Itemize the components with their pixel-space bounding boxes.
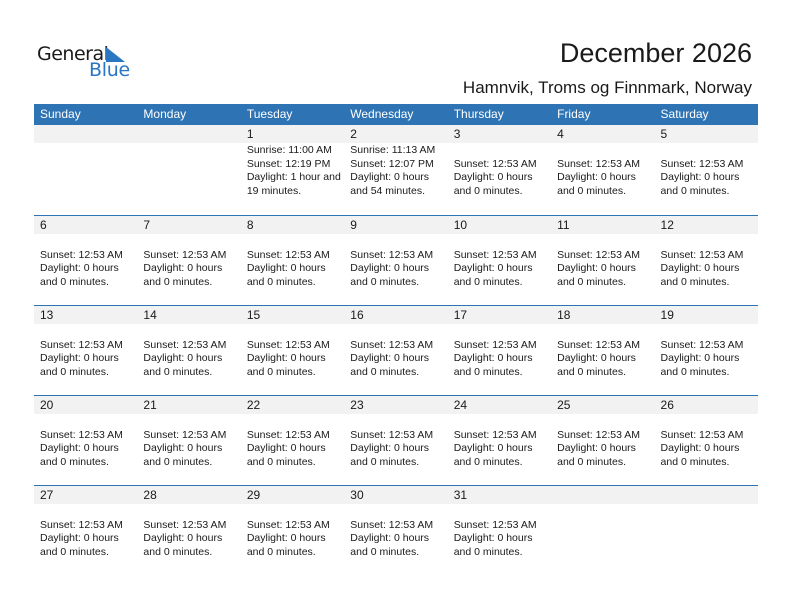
day-number: 14 [143,308,157,322]
day-cell [551,486,654,575]
sun-info-line [454,235,551,249]
day-number: 23 [350,398,364,412]
sun-info [350,505,447,559]
day-number: 2 [350,127,357,141]
day-cell [137,306,240,395]
day-number [557,486,654,504]
sun-info [350,235,447,289]
sun-info [247,415,344,469]
day-number: 4 [557,127,564,141]
calendar-grid [34,104,758,575]
sun-info-line: Sunset: 12:53 AM [350,338,434,351]
sun-info [661,144,758,198]
sun-info [247,505,344,559]
day-number: 12 [660,218,674,232]
day-cell [551,216,654,305]
sun-info-line: Sunset: 12:53 AM [453,338,537,351]
sun-info-line: Daylight: 0 hours [143,352,223,364]
sun-info-line: and 0 minutes. [246,545,316,558]
day-cell [241,396,344,485]
sun-info-line: Daylight: 0 hours [143,442,223,454]
day-number: 31 [453,488,468,502]
sun-info [661,415,758,469]
sun-info-line: Daylight: 0 hours [350,352,430,364]
sun-info-line [247,415,344,429]
sun-info-line: Sunset: 12:53 AM [143,518,227,531]
sun-info-line [557,235,654,249]
sun-info [247,144,344,198]
sun-info-line: Sunset: 12:53 AM [660,338,744,351]
week-row [34,125,758,215]
sun-info-line [247,505,344,519]
sun-info-line: Daylight: 0 hours [453,171,533,183]
day-cell [344,396,447,485]
day-cell [34,216,137,305]
sun-info-line: and 0 minutes. [350,275,420,288]
sun-info-line: and 0 minutes. [557,455,626,468]
sun-info-line [557,325,654,339]
logo-general-text: General [37,43,109,65]
sun-info-line: Daylight: 0 hours [557,442,636,454]
sun-info [350,325,447,379]
sun-info-line [454,415,551,429]
sun-info-line [143,325,240,339]
sun-info-line: Daylight: 0 hours [143,262,223,274]
sun-info [143,415,240,469]
day-cell [137,125,240,215]
day-cell [344,216,447,305]
sun-info-line [350,235,447,249]
weekday-saturday: Saturday [660,107,709,121]
sun-info-line: Daylight: 1 hour and [246,171,341,183]
sun-info-line: Sunset: 12:53 AM [246,428,330,441]
sun-info-line [661,415,758,429]
sun-info-line [661,144,758,158]
sun-info-line: Sunset: 12:53 AM [453,428,537,441]
sun-info-line: and 0 minutes. [350,455,420,468]
logo-blue-text: Blue [89,59,130,81]
weekday-tuesday: Tuesday [246,107,293,121]
sun-info-line: and 0 minutes. [246,275,316,288]
sun-info-line: Daylight: 0 hours [143,532,223,544]
day-number: 26 [660,398,674,412]
sun-info-line: Sunset: 12:53 AM [660,157,744,170]
sun-info-line: Sunset: 12:53 AM [40,518,123,531]
sun-info [557,415,654,469]
sun-info-line: Daylight: 0 hours [660,171,740,183]
sun-info-line: and 0 minutes. [557,275,626,288]
day-number: 30 [350,488,364,502]
sun-info-line: and 0 minutes. [557,184,626,197]
day-number: 29 [246,488,261,502]
sun-info [557,325,654,379]
day-number: 6 [40,218,47,232]
weekday-header [34,104,758,125]
sun-info-line: and 0 minutes. [40,275,109,288]
sun-info-line: Daylight: 0 hours [557,262,636,274]
sun-info-line [350,505,447,519]
sun-info-line [350,415,447,429]
sun-info-line [40,505,137,519]
day-number [40,125,137,143]
sun-info-line [40,325,137,339]
sun-info-line: Sunrise: 11:13 AM [350,144,436,156]
sun-info-line: Daylight: 0 hours [660,262,740,274]
sun-info-line [40,235,137,249]
weekday-friday: Friday [557,107,591,121]
sun-info-line: Daylight: 0 hours [350,262,430,274]
sun-info [454,235,551,289]
sun-info-line [557,415,654,429]
sun-info-line [247,325,344,339]
day-cell [34,306,137,395]
day-cell [34,396,137,485]
day-number: 19 [660,308,674,322]
weeks-container [34,125,758,575]
sun-info-line: and 0 minutes. [453,365,523,378]
sun-info [40,415,137,469]
sun-info-line: Sunset: 12:53 AM [660,248,744,261]
day-cell [448,486,551,575]
day-cell [241,306,344,395]
sun-info-line: Daylight: 0 hours [557,352,636,364]
sun-info [247,235,344,289]
sun-info-line [143,505,240,519]
day-cell [551,396,654,485]
sun-info-line: Daylight: 0 hours [453,352,533,364]
day-cell [448,216,551,305]
sun-info-line: Daylight: 0 hours [453,532,533,544]
sun-info-line: and 0 minutes. [350,365,420,378]
sun-info-line: Sunset: 12:53 AM [40,248,123,261]
day-number: 13 [40,308,54,322]
day-number: 24 [453,398,468,412]
sun-info-line: Sunset: 12:53 AM [350,518,434,531]
sun-info-line: Sunset: 12:07 PM [350,157,434,170]
day-cell [137,396,240,485]
sun-info-line: Sunset: 12:53 AM [453,248,537,261]
sun-info-line: Daylight: 0 hours [246,262,326,274]
sun-info [454,144,551,198]
day-number: 16 [350,308,364,322]
day-cell [344,306,447,395]
sun-info-line: Daylight: 0 hours [40,352,119,364]
sun-info-line: Sunrise: 11:00 AM [246,144,332,156]
sun-info-line: and 54 minutes. [350,184,425,197]
day-cell [448,396,551,485]
sun-info [557,235,654,289]
sun-info-line: Sunset: 12:53 AM [143,338,227,351]
day-cell [241,486,344,575]
day-number: 18 [557,308,571,322]
sun-info-line: and 0 minutes. [246,455,316,468]
sun-info-line: Sunset: 12:53 AM [143,248,227,261]
day-number: 9 [350,218,357,232]
sun-info [661,325,758,379]
sun-info-line: Daylight: 0 hours [40,442,119,454]
sun-info-line: and 0 minutes. [453,455,523,468]
sun-info-line: and 0 minutes. [660,184,730,197]
sun-info-line: Daylight: 0 hours [350,442,430,454]
sun-info-line [454,144,551,158]
logo [37,43,137,83]
week-row [34,215,758,305]
day-number: 10 [453,218,468,232]
day-cell [34,125,137,215]
sun-info [40,505,137,559]
sun-info-line: Sunset: 12:53 AM [246,248,330,261]
sun-info-line: and 0 minutes. [143,275,213,288]
weekday-monday: Monday [143,107,187,121]
week-row [34,395,758,485]
sun-info-line: Sunset: 12:53 AM [453,518,537,531]
sun-info [557,144,654,198]
day-cell [344,486,447,575]
day-cell [241,125,344,215]
day-cell [655,396,758,485]
sun-info-line: and 0 minutes. [40,545,109,558]
day-cell [551,125,654,215]
sun-info-line: Sunset: 12:53 AM [557,428,640,441]
sun-info [40,235,137,289]
sun-info-line: Sunset: 12:53 AM [143,428,227,441]
sun-info-line: 19 minutes. [246,184,302,197]
day-cell [34,486,137,575]
day-number: 22 [246,398,261,412]
weekday-thursday: Thursday [453,107,504,121]
sun-info-line: Daylight: 0 hours [350,532,430,544]
sun-info-line: Daylight: 0 hours [40,532,119,544]
sun-info-line: Daylight: 0 hours [453,442,533,454]
sun-info-line: Daylight: 0 hours [246,442,326,454]
sun-info-line: Daylight: 0 hours [350,171,430,183]
sun-info [143,235,240,289]
sun-info-line: Sunset: 12:53 AM [660,428,744,441]
day-number: 3 [453,127,461,141]
sun-info-line: Sunset: 12:53 AM [246,518,330,531]
sun-info-line: Sunset: 12:53 AM [350,248,434,261]
sun-info-line [557,144,654,158]
sun-info-line: and 0 minutes. [660,365,730,378]
sun-info-line: and 0 minutes. [40,455,109,468]
day-number: 17 [453,308,468,322]
sun-info [454,325,551,379]
sun-info-line: Daylight: 0 hours [40,262,119,274]
sun-info-line: and 0 minutes. [143,455,213,468]
sun-info-line [350,325,447,339]
sun-info-line: Daylight: 0 hours [453,262,533,274]
sun-info-line: Sunset: 12:53 AM [246,338,330,351]
sun-info [454,505,551,559]
day-cell [448,125,551,215]
day-number: 25 [557,398,571,412]
sun-info-line: Daylight: 0 hours [660,442,740,454]
sun-info-line: Sunset: 12:53 AM [557,248,640,261]
day-cell [241,216,344,305]
sun-info-line: and 0 minutes. [453,545,523,558]
sun-info-line: Daylight: 0 hours [660,352,740,364]
sun-info [350,415,447,469]
sun-info-line [661,235,758,249]
sun-info-line [247,235,344,249]
sun-info-line: and 0 minutes. [143,365,213,378]
day-cell [344,125,447,215]
sun-info-line [40,415,137,429]
sun-info-line: and 0 minutes. [557,365,626,378]
sun-info-line: and 0 minutes. [660,275,730,288]
day-cell [655,486,758,575]
sun-info-line: and 0 minutes. [453,275,523,288]
sun-info-line: Sunset: 12:53 AM [557,338,640,351]
day-number [143,125,240,143]
sun-info-line: Daylight: 0 hours [246,352,326,364]
sun-info-line: and 0 minutes. [40,365,109,378]
sun-info-line: and 0 minutes. [660,455,730,468]
weekday-sunday: Sunday [40,107,81,121]
sun-info-line: Daylight: 0 hours [246,532,326,544]
sun-info-line: and 0 minutes. [350,545,420,558]
day-number: 28 [143,488,157,502]
day-cell [137,216,240,305]
day-cell [137,486,240,575]
weekday-wednesday: Wednesday [350,107,414,121]
sun-info-line [143,235,240,249]
day-cell [655,306,758,395]
sun-info-line [661,325,758,339]
sun-info [143,505,240,559]
day-number: 27 [40,488,54,502]
week-row [34,485,758,575]
day-number: 11 [557,218,570,232]
day-number: 8 [246,218,254,232]
location-subtitle: Hamnvik, Troms og Finnmark, Norway [462,78,752,97]
sun-info-line [454,505,551,519]
sun-info [143,325,240,379]
sun-info-line: Sunset: 12:53 AM [453,157,537,170]
sun-info-line [143,415,240,429]
sun-info [40,325,137,379]
sun-info-line: and 0 minutes. [453,184,523,197]
sun-info-line: Sunset: 12:53 AM [40,338,123,351]
day-number: 15 [246,308,261,322]
sun-info-line [454,325,551,339]
sun-info [350,144,447,198]
sun-info-line: and 0 minutes. [246,365,316,378]
sun-info [247,325,344,379]
page-title: December 2026 [559,38,752,68]
day-cell [448,306,551,395]
sun-info-line: Sunset: 12:19 PM [246,157,331,170]
sun-info-line: Sunset: 12:53 AM [40,428,123,441]
day-number: 7 [143,218,151,232]
week-row [34,305,758,395]
sun-info-line: Sunset: 12:53 AM [350,428,434,441]
sun-info-line: Sunset: 12:53 AM [557,157,640,170]
sun-info [454,415,551,469]
day-cell [551,306,654,395]
day-number: 1 [246,127,254,141]
sun-info [661,235,758,289]
day-cell [655,125,758,215]
sun-info-line: and 0 minutes. [143,545,213,558]
day-cell [655,216,758,305]
day-number: 21 [143,398,157,412]
day-number: 20 [40,398,54,412]
day-number: 5 [660,127,668,141]
day-number [661,486,758,504]
sun-info-line: Daylight: 0 hours [557,171,636,183]
